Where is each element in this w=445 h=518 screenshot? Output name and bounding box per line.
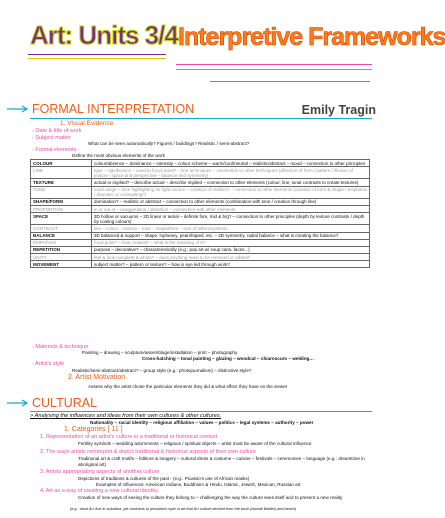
divider-pink-2 (210, 81, 370, 82)
author-name: Emily Tragin (301, 103, 376, 117)
artist-motivation-text: Assess why the artist chose the particular elements they did & what effect they have on the viewer (88, 384, 288, 389)
date-title-label: - Date & title of work (32, 128, 82, 134)
element-desc: 3D hollow or vacuums – 2D linear or aerial – definite fore, mid & b/g? – connection to other principles (depth by texture contrasts / depth by cooling colours) (92, 213, 370, 225)
divider-lime-1 (28, 58, 166, 59)
element-key: LINE (31, 167, 92, 179)
header-left-title: Art: Units 3/4 (30, 20, 178, 50)
table-row (31, 179, 370, 186)
category-heading: 1. Representation of an artist's culture in a traditional or historical context (40, 434, 218, 440)
arrow-icon (6, 105, 30, 113)
artist-style-text: Realistic/semi-abstract/abstract? – group style (e.g.: photojournalism) – distinctive style? (72, 368, 252, 373)
element-key: COLOUR (31, 160, 92, 167)
table-row (31, 205, 370, 212)
element-desc: tonal range – tone highlighting for light source – creation of realism? – connection to other elements (creation of form & shape / emphasis / dramatic or contrasting?) (92, 186, 370, 198)
category-heading: 3. Artists appropriating aspects of another culture (40, 469, 160, 475)
element-key: MOVEMENT (31, 261, 92, 268)
subject-matter-label: - Subject matter (32, 135, 71, 141)
header-right-title: Interpretive Frameworks (178, 23, 445, 51)
category-heading: 2. The ways artists reinterpret & depict traditional & historical aspects of their own culture (40, 449, 257, 455)
materials-label: - Materials & technique (32, 344, 89, 350)
divider-purple-1 (28, 54, 166, 55)
element-key: PROPORTION (31, 205, 92, 212)
element-key: REPETITION (31, 246, 92, 253)
formal-elements-define: Define the most obvious elements of the work (72, 153, 165, 158)
subject-note: What can be seen automatically? Figures / buildings? Realistic / semi-abstract? (88, 141, 250, 146)
element-desc: domination? – realistic or abstract – connection to other elements (combination with tone / creation through line) (92, 198, 370, 205)
element-desc: line – colour – texture – tone – shape/form – size of letters/symbols (92, 225, 370, 232)
element-desc: colour/absence – dominance – intensity – colour scheme – warm/cool/neutral – realistic/abstract – mood – connection to other principles (92, 160, 370, 167)
divider-pink-1 (176, 64, 372, 65)
formal-elements-table (30, 159, 370, 268)
formal-elements-label: - Formal elements (32, 147, 77, 153)
table-row (31, 225, 370, 232)
element-key: SPACE (31, 213, 92, 225)
arrow-icon (6, 399, 30, 407)
element-key: UNITY (31, 254, 92, 261)
formal-underline (30, 118, 372, 119)
cultural-intro-list: Nationality – racial identity – religious affiliation – values – politics – legal systems – authority – power (90, 420, 314, 425)
element-key: BALANCE (31, 232, 92, 239)
element-desc: feel & look complete & whole? – does anything need to be removed or added? (92, 254, 370, 261)
categories-heading: 1. Categories [ 11 ] (64, 426, 123, 433)
table-row (31, 246, 370, 253)
table-row (31, 186, 370, 198)
element-desc: 3D balanced & support – shape: lopheavy, pearshaped, etc. – 2D symmetry, radial balance – what is creating the balance? (92, 232, 370, 239)
element-desc: subject matter? – pattern or texture? – how is eye led through work? (92, 261, 370, 268)
table-row (31, 198, 370, 205)
element-key: SHAPE/FORM (31, 198, 92, 205)
element-desc: focal point? – how created? – what is the meaning of it? (92, 239, 370, 246)
table-row (31, 232, 370, 239)
materials-techniques: Cross-hatching – tonal painting – glazing – woodcut – chiaroscuro – welding… (142, 356, 315, 361)
category-text: Traditional art & craft motifs – folklore & imagery – cultural dress & costume – cuisine – festivals – ceremonies – language (e.g.: dreamtime in aboriginal art) (78, 456, 365, 467)
cultural-underline (30, 411, 372, 412)
element-key: EMPHASIS (31, 239, 92, 246)
element-desc: in or out of – exaggeration / distortion – connection with other elements (92, 205, 370, 212)
element-desc: purpose – decorative? – characteristically (e.g.; pop art w/ soup cans, faces...) (92, 246, 370, 253)
artist-style-label: - Artist's style (32, 361, 65, 367)
category-text-extra: Examples of influences: American Indians, Buddhism & Hindu, Islamic, Jewish, Mexican, Russian art (96, 482, 301, 487)
element-desc: actual or implied? – describe actual – describe implied – connection to other elements (colour, line, tonal contrasts to create textures) (92, 179, 370, 186)
category-text: Fertility symbols – wedding adornments – religious / spiritual objects – artist must be aware of the cultural influence (78, 441, 312, 446)
divider-orange-1 (176, 69, 372, 70)
visual-evidence-heading: 1. Visual Evidence (60, 120, 114, 127)
cultural-intro: > Analysing the influences and ideas from their own cultures & other cultures. (30, 413, 222, 419)
cultural-title: CULTURAL (32, 396, 98, 410)
element-key: CONTRAST (31, 225, 92, 232)
element-key: TEXTURE (31, 179, 92, 186)
artist-motivation-heading: 2. Artist Motivation (68, 374, 126, 381)
materials-text: Painting – drawing – sculpture/assemblage/installation – print – photography (82, 350, 238, 355)
table-row (31, 239, 370, 246)
table-row (31, 160, 370, 167)
category-text-extra: (e.g.: most AU Ave in suburbia, yet contrasts to persistent myth in art that AU culture derived from the bush (Aussie Battler) and beach) (70, 507, 297, 511)
category-text: Creation of new ways of seeing the culture they belong to – challenging the way the culture sees itself and to present a new reality (78, 495, 343, 500)
element-desc: type – significance – used to focus point? – line techniques – connection to other techniques (direction of form / pattern / illusion of texture / space and perspective – balance and symmetry) (92, 167, 370, 179)
table-row (31, 167, 370, 179)
table-row (31, 254, 370, 261)
table-row (31, 261, 370, 268)
table-row (31, 213, 370, 225)
category-heading: 4. Art as a way of creating a new cultural identity (40, 488, 158, 494)
category-text: Depictions of traditions & cultures of the past - (e.g.: Picasso's use of African masks) (78, 476, 250, 481)
element-key: TONE (31, 186, 92, 198)
formal-title: FORMAL INTERPRETATION (32, 102, 195, 116)
